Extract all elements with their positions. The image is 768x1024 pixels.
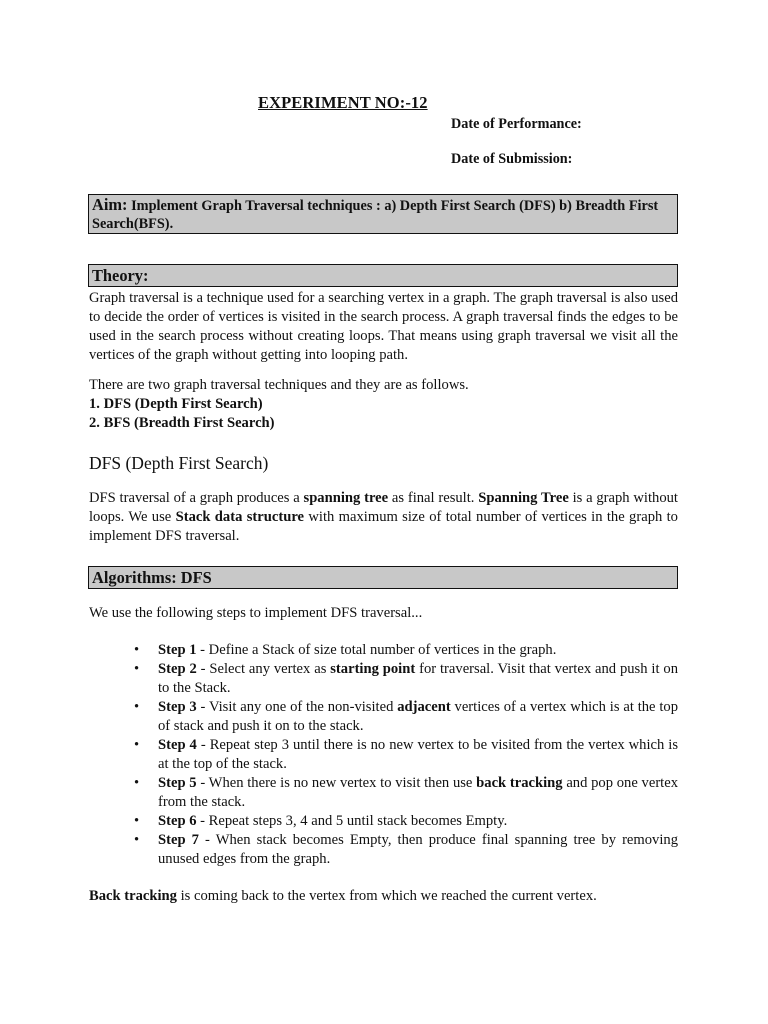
dfs-heading: DFS (Depth First Search) bbox=[89, 453, 269, 473]
step-text: vertices of a vertex which is at the top of stack and push it on to the stack. bbox=[158, 699, 678, 734]
step-label: Step 3 bbox=[158, 699, 197, 715]
backtracking-definition bbox=[89, 887, 678, 906]
step-text: - Repeat step 3 until there is no new vertex to be visited from the vertex which is at the top of the stack. bbox=[158, 737, 678, 772]
technique-item-bfs: 2. BFS (Breadth First Search) bbox=[89, 415, 275, 431]
dfs-text-4: with maximum size of total number of vertices in the graph to implement DFS traversal. bbox=[89, 509, 678, 544]
step-label: Step 5 bbox=[158, 775, 197, 791]
bullet-icon: • bbox=[134, 775, 140, 791]
bullet-icon: • bbox=[134, 832, 140, 848]
bullet-icon: • bbox=[134, 661, 140, 677]
step-label: Step 2 bbox=[158, 661, 197, 677]
step-strong: starting point bbox=[330, 661, 416, 677]
aim-label: Aim: bbox=[92, 195, 128, 214]
theory-paragraph: Graph traversal is a technique used for a searching vertex in a graph. The graph traversal is also used to decide the order of vertices is visited in the search process. A graph traversal finds the edges to be used in the search process without creating loops. That means using graph traversal we visit all the vertices of the graph without getting into looping path. bbox=[89, 290, 678, 363]
list-item bbox=[134, 641, 678, 660]
algorithms-heading: Algorithms: DFS bbox=[88, 566, 678, 589]
step-text: - Define a Stack of size total number of vertices in the graph. bbox=[196, 642, 557, 658]
bullet-icon: • bbox=[134, 813, 140, 829]
dfs-text-3: is a graph without loops. We use bbox=[89, 490, 678, 525]
bullet-icon: • bbox=[134, 642, 140, 658]
experiment-title: EXPERIMENT NO:-12 bbox=[258, 93, 428, 112]
step-label: Step 1 bbox=[158, 642, 197, 658]
list-item bbox=[134, 736, 678, 774]
algorithms-intro: We use the following steps to implement DFS traversal... bbox=[89, 605, 423, 621]
step-text: - When stack becomes Empty, then produce final spanning tree by removing unused edges from the graph. bbox=[158, 832, 679, 867]
backtracking-term: Back tracking bbox=[89, 888, 177, 904]
step-text: - Visit any one of the non-visited bbox=[196, 699, 398, 715]
aim-text: Implement Graph Traversal techniques : a) Depth First Search (DFS) b) Breadth First Search(BFS). bbox=[92, 198, 659, 232]
dfs-strong-stack: Stack data structure bbox=[175, 509, 305, 525]
list-item bbox=[134, 774, 678, 812]
list-item bbox=[134, 812, 678, 831]
date-of-submission-label: Date of Submission: bbox=[451, 151, 573, 167]
step-label: Step 4 bbox=[158, 737, 197, 753]
dfs-paragraph bbox=[89, 489, 678, 546]
step-label: Step 7 bbox=[158, 832, 199, 848]
bullet-icon: • bbox=[134, 737, 140, 753]
dfs-steps-list bbox=[134, 641, 678, 869]
theory-heading: Theory: bbox=[88, 264, 678, 287]
step-text: and pop one vertex from the stack. bbox=[158, 775, 679, 810]
dfs-text-1: DFS traversal of a graph produces a bbox=[89, 490, 304, 506]
step-label: Step 6 bbox=[158, 813, 197, 829]
dfs-text-2: as final result. bbox=[388, 490, 479, 506]
list-item bbox=[134, 698, 678, 736]
step-text: - When there is no new vertex to visit then use bbox=[196, 775, 477, 791]
step-text: for traversal. Visit that vertex and push it on to the Stack. bbox=[158, 661, 678, 696]
step-strong: back tracking bbox=[476, 775, 563, 791]
step-strong: adjacent bbox=[397, 699, 451, 715]
technique-item-dfs: 1. DFS (Depth First Search) bbox=[89, 396, 263, 412]
list-item bbox=[134, 831, 678, 869]
step-text: - Select any vertex as bbox=[196, 661, 331, 677]
dfs-strong-spanning-tree: spanning tree bbox=[303, 490, 389, 506]
theory-intro-techniques: There are two graph traversal techniques and they are as follows. bbox=[89, 377, 469, 393]
bullet-icon: • bbox=[134, 699, 140, 715]
backtracking-text: is coming back to the vertex from which we reached the current vertex. bbox=[176, 888, 597, 904]
aim-box bbox=[88, 194, 678, 234]
date-of-performance-label: Date of Performance: bbox=[451, 116, 582, 132]
list-item bbox=[134, 660, 678, 698]
dfs-strong-spanning-tree-def: Spanning Tree bbox=[478, 490, 569, 506]
step-text: - Repeat steps 3, 4 and 5 until stack becomes Empty. bbox=[196, 813, 508, 829]
